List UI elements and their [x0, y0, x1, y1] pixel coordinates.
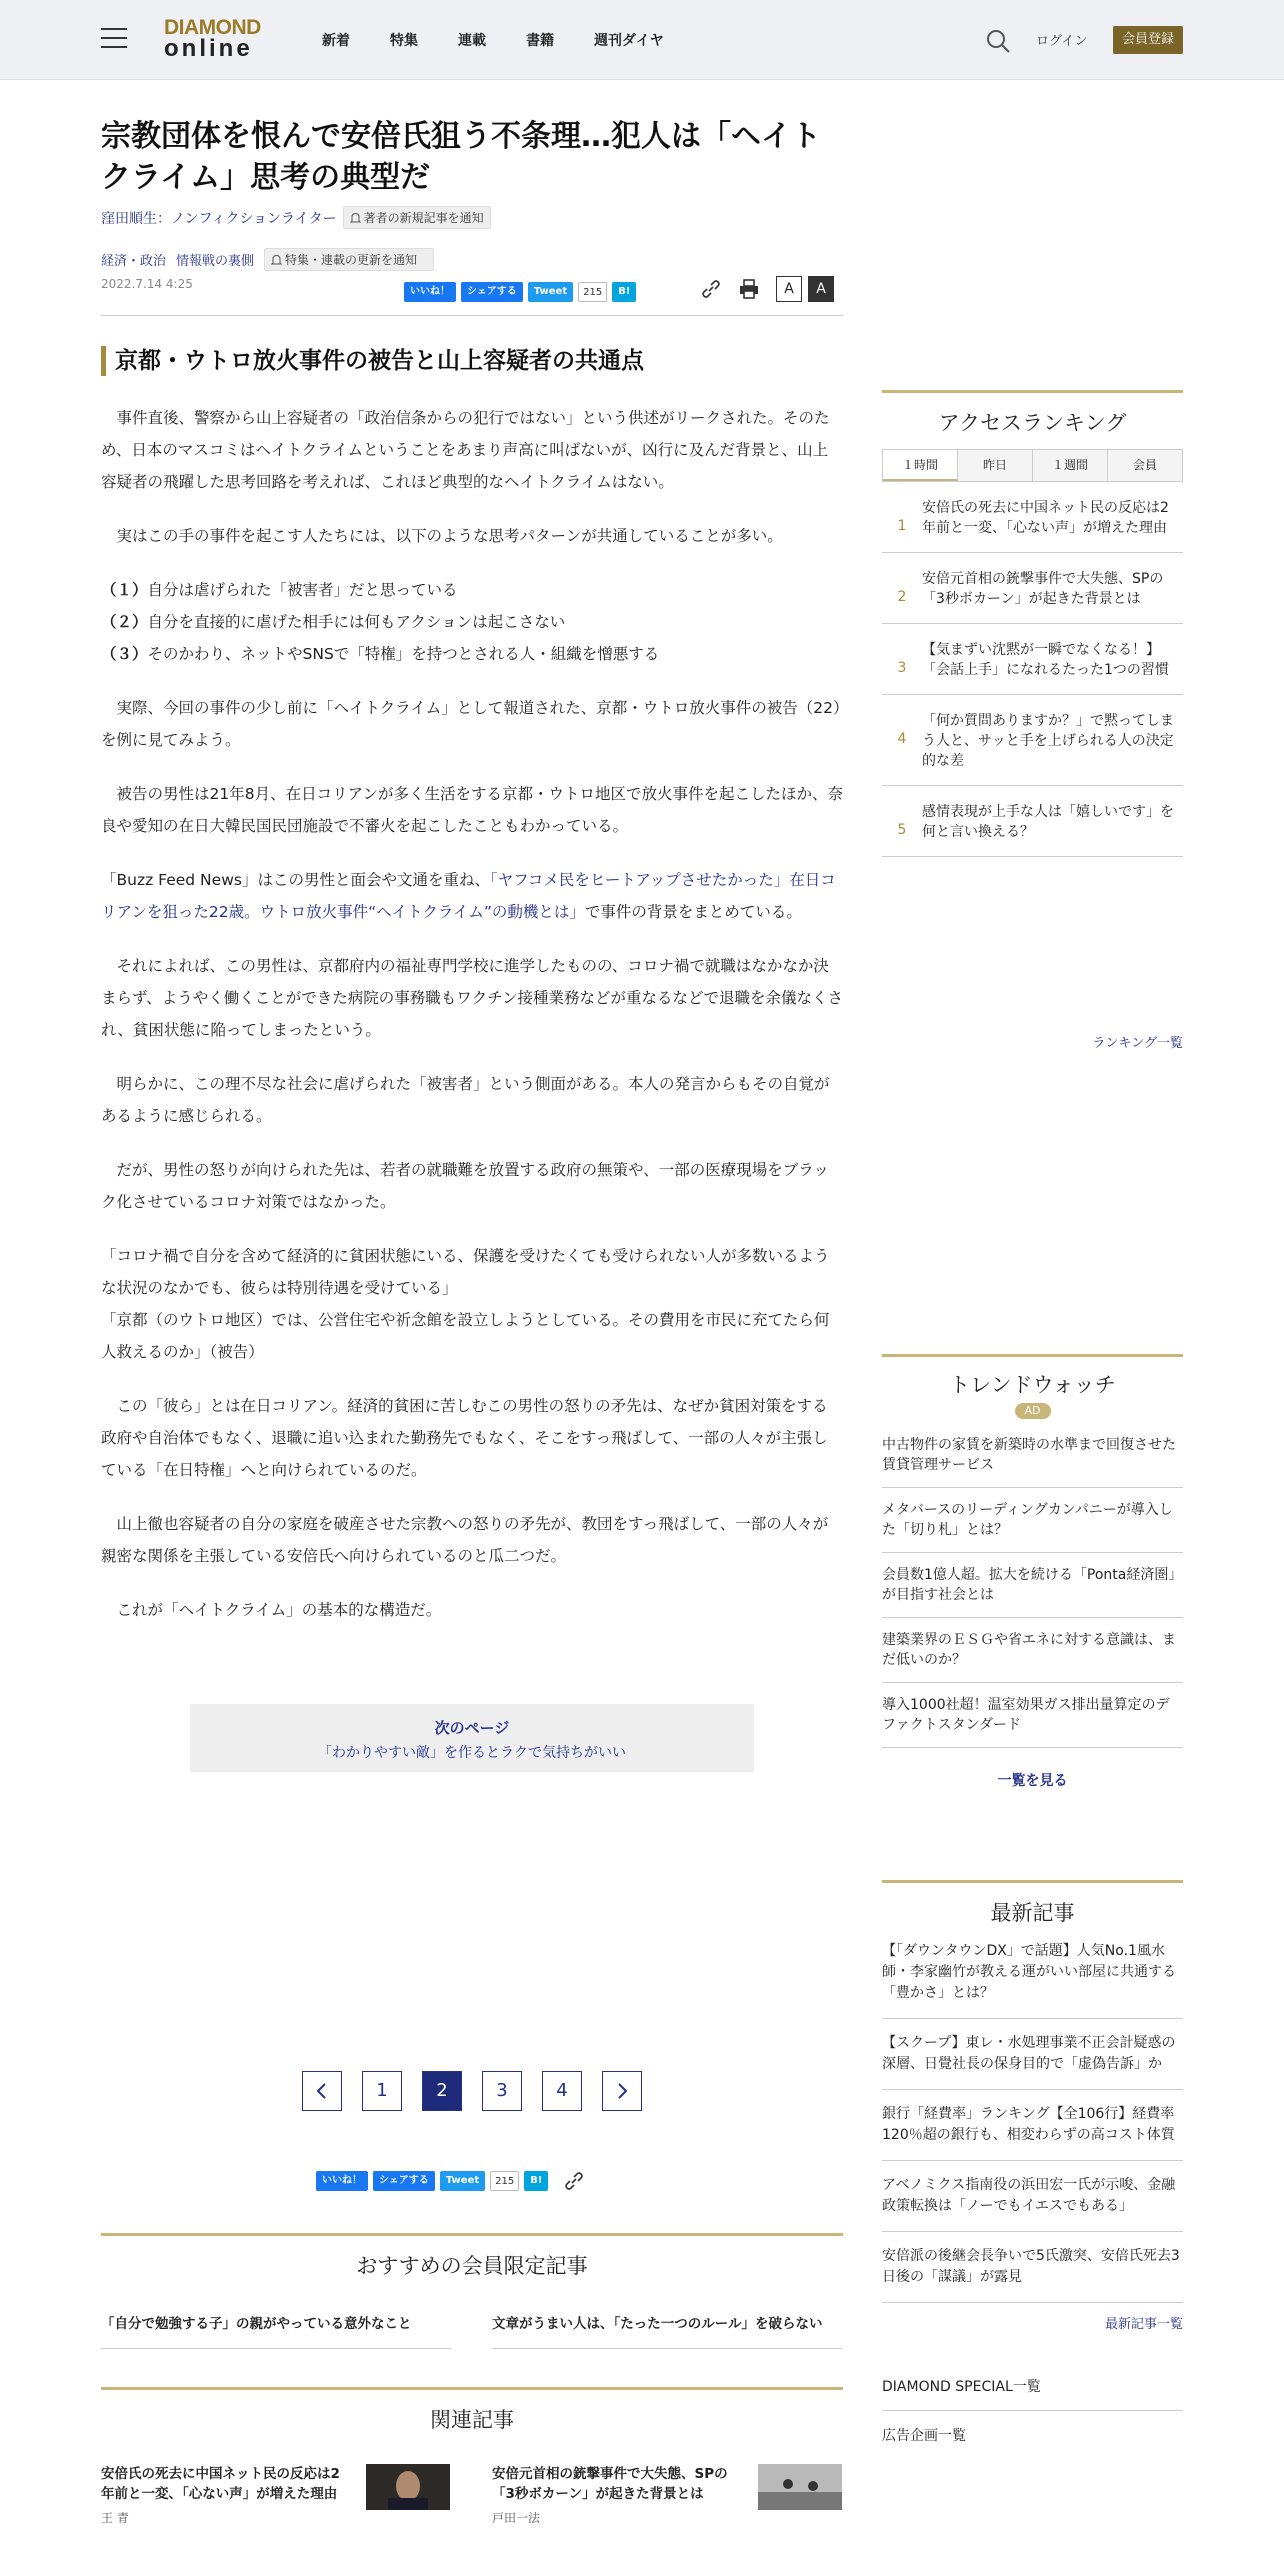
latest-item[interactable]: 安倍派の後継会長争いで5氏激突、安倍氏死去3日後の「謀議」が露見 — [882, 2232, 1183, 2303]
trend-item[interactable]: 導入1000社超！温室効果ガス排出量算定のデファクトスタンダード — [882, 1683, 1183, 1748]
nav-item-new[interactable]: 新着 — [322, 33, 350, 49]
category-link-politics[interactable]: 経済・政治 — [101, 254, 167, 269]
list-text: 自分を直接的に虐げた相手には何もアクションは起こさない — [147, 613, 566, 631]
paragraph: だが、男性の怒りが向けられた先は、若者の就職難を放置する政府の無策や、一部の医療現場をブラック化させているコロナ対策ではなかった。 — [101, 1161, 829, 1211]
bell-icon — [271, 254, 282, 266]
list-item — [101, 606, 843, 638]
menu-icon[interactable] — [101, 28, 127, 50]
article-body — [101, 402, 843, 1648]
link-icon[interactable] — [700, 278, 722, 300]
ranking-item[interactable] — [882, 553, 1183, 624]
chevron-left-icon — [315, 2083, 329, 2099]
main-nav — [322, 30, 704, 50]
page-4-button[interactable]: 4 — [542, 2071, 582, 2111]
list-text: そのかわり、ネットやSNSで「特権」を持つとされる人・組織を憎悪する — [147, 645, 660, 663]
recommended-item[interactable]: 「自分で勉強する子」の親がやっている意外なこと — [101, 2312, 451, 2349]
list-number: （２） — [101, 613, 148, 631]
latest-item[interactable]: アベノミクス指南役の浜田宏一氏が示唆、金融政策転換は「ノーでもイエスでもある」 — [882, 2161, 1183, 2232]
rank-number: 1 — [897, 518, 907, 534]
nav-item-weekly[interactable]: 週刊ダイヤ — [594, 33, 664, 49]
logo-line1: DIAMOND — [164, 16, 261, 39]
author-notify-button[interactable] — [343, 206, 491, 229]
tweet-button[interactable]: Tweet — [528, 282, 573, 302]
buzzfeed-article-link[interactable]: 「ヤフコメ民をヒートアップさせたかった」在日コリアンを狙った22歳。ウトロ放火事件“ヘイトクライム”の動機とは」 — [101, 871, 836, 921]
fb-like-button[interactable]: いいね！ — [404, 282, 456, 302]
nav-item-series[interactable]: 連載 — [458, 33, 486, 49]
paragraph: 明らかに、この理不尽な社会に虐げられた「被害者」という側面がある。本人の発言からもその自覚があるように感じられる。 — [101, 1075, 830, 1125]
latest-item[interactable]: 【「ダウンタウンDX」で話題】人気No.1風水師・李家幽竹が教える運がいい部屋に共通する「豊かさ」とは？ — [882, 1927, 1183, 2019]
paragraph: これが「ヘイトクライム」の基本的な構造だ。 — [116, 1601, 442, 1619]
paragraph: それによれば、この男性は、京都府内の福祉専門学校に進学したものの、コロナ禍で就職はなかなか決まらず、ようやく働くことができた病院の事務職もワクチン接種業務などが重なるなどで退職を余儀なくされ、貧困状態に陥ってしまったという。 — [101, 957, 843, 1039]
login-link[interactable]: ログイン — [1036, 34, 1088, 49]
ranking-item[interactable] — [882, 482, 1183, 553]
ad-campaign-link[interactable]: 広告企画一覧 — [882, 2428, 966, 2444]
list-number: （３） — [101, 645, 148, 663]
list-text: 自分は虐げられた「被害者」だと思っている — [147, 581, 458, 599]
share-bar — [404, 282, 636, 302]
quote: 「京都（のウトロ地区）では、公営住宅や祈念館を設立しようとしている。その費用を市民に充てたら何人救えるのか」（被告） — [101, 1311, 830, 1361]
paragraph: 実はこの手の事件を起こす人たちには、以下のような思考パターンが共通していることが多い。 — [116, 527, 783, 545]
ranking-title: 【気まずい沈黙が一瞬でなくなる！】「会話上手」になれるたった1つの習慣 — [922, 642, 1169, 678]
author-notify-label: 著者の新規記事を通知 — [363, 211, 484, 225]
related-thumbnail[interactable] — [366, 2464, 450, 2510]
next-page-link[interactable] — [190, 1704, 754, 1772]
paragraph — [101, 864, 843, 928]
latest-heading: 最新記事 — [882, 1880, 1183, 1927]
ranking-item[interactable] — [882, 786, 1183, 857]
related-heading: 関連記事 — [101, 2387, 843, 2434]
ranking-tabs — [882, 449, 1183, 482]
prev-page-button[interactable] — [302, 2071, 342, 2111]
ranking-title: 安倍氏の死去に中国ネット民の反応は2年前と一変、「心ない声」が増えた理由 — [922, 500, 1169, 536]
next-page-label: 次のページ — [434, 1719, 510, 1737]
list-item — [101, 574, 843, 606]
related-item[interactable] — [492, 2464, 732, 2528]
share-count: 215 — [490, 2171, 519, 2191]
quote-block — [101, 1240, 843, 1368]
logo-line2: online — [164, 35, 253, 62]
trend-item[interactable]: 建築業界のＥＳＧや省エネに対する意識は、まだ低いのか？ — [882, 1618, 1183, 1683]
trend-item[interactable]: メタバースのリーディングカンパニーが導入した「切り札」とは？ — [882, 1488, 1183, 1553]
article-tools — [700, 276, 834, 302]
latest-more-link[interactable]: 最新記事一覧 — [1104, 2317, 1183, 2332]
hatena-button[interactable]: B! — [612, 282, 636, 302]
paragraph-text: で事件の背景をまとめている。 — [584, 903, 802, 921]
special-link[interactable]: DIAMOND SPECIAL一覧 — [882, 2362, 1183, 2411]
ad-badge: AD — [1015, 1403, 1051, 1419]
site-header — [0, 0, 1284, 80]
page-2-button[interactable]: 2 — [422, 2071, 462, 2111]
rank-number: 2 — [897, 589, 907, 605]
pattern-list — [101, 574, 843, 670]
rank-number: 4 — [897, 731, 907, 747]
tweet-button[interactable]: Tweet — [440, 2171, 485, 2191]
fb-share-button[interactable]: シェアする — [373, 2171, 435, 2191]
paragraph: 山上徹也容疑者の自分の家庭を破産させた宗教への怒りの矛先が、教団をすっ飛ばして、一部の人々が親密な関係を主張している安倍氏へ向けられているのと瓜二つだ。 — [101, 1515, 829, 1565]
series-notify-button[interactable] — [264, 248, 434, 271]
nav-item-feature[interactable]: 特集 — [390, 33, 418, 49]
related-author: 戸田一法 — [492, 2511, 541, 2525]
access-ranking — [882, 390, 1183, 857]
font-size-small-button[interactable]: A — [776, 276, 802, 302]
related-item[interactable] — [101, 2464, 341, 2528]
related-title: 安倍氏の死去に中国ネット民の反応は2年前と一変、「心ない声」が増えた理由 — [101, 2466, 340, 2502]
font-size-large-button[interactable]: A — [808, 276, 834, 302]
trend-item[interactable]: 会員数1億人超。拡大を続ける「Ponta経済圏」が目指す社会とは — [882, 1553, 1183, 1618]
trend-heading: トレンドウォッチ — [882, 1354, 1183, 1399]
fb-share-button[interactable]: シェアする — [461, 282, 523, 302]
rank-number: 5 — [897, 822, 907, 838]
quote: 「コロナ禍で自分を含めて経済的に貧困状態にいる、保護を受けたくても受けられない人が多数いるような状況のなかでも、彼らは特別待遇を受けている」 — [101, 1247, 830, 1297]
category-link-series[interactable]: 情報戦の裏側 — [176, 254, 255, 269]
link-icon[interactable] — [563, 2170, 585, 2192]
trend-more-link[interactable]: 一覧を見る — [997, 1773, 1068, 1789]
search-icon[interactable] — [985, 28, 1011, 54]
paragraph: 実際、今回の事件の少し前に「ヘイトクライム」として報道された、京都・ウトロ放火事件の被告（22）を例に見てみよう。 — [101, 699, 841, 749]
ranking-title: 安倍元首相の銃撃事件で大失態、SPの「3秒ボカーン」が起きた背景とは — [922, 571, 1164, 607]
share-bar-bottom — [316, 2170, 585, 2192]
ranking-title: 感情表現が上手な人は「嬉しいです」を何と言い換える？ — [922, 804, 1174, 840]
related-title: 安倍元首相の銃撃事件で大失態、SPの「3秒ボカーン」が起きた背景とは — [492, 2466, 728, 2502]
ranking-title: 「何か質問ありますか？」で黙ってしまう人と、サッと手を上げられる人の決定的な差 — [922, 713, 1174, 769]
page-1-button[interactable]: 1 — [362, 2071, 402, 2111]
section-heading: 京都・ウトロ放火事件の被告と山上容疑者の共通点 — [101, 346, 843, 376]
related-thumbnail[interactable] — [758, 2464, 842, 2510]
rank-number: 3 — [897, 660, 907, 676]
related-author: 王 青 — [101, 2511, 129, 2525]
list-item — [101, 638, 843, 670]
recommended-item[interactable]: 文章がうまい人は、「たった一つのルール」を破らない — [492, 2312, 842, 2349]
paragraph: 事件直後、警察から山上容疑者の「政治信条からの犯行ではない」という供述がリークされた。そのため、日本のマスコミはヘイトクライムということをあまり声高に叫ばないが、凶行に及んだ背景と、山上容疑者の飛躍した思考回路を考えれば、これほど典型的なヘイトクライムはない。 — [101, 409, 830, 491]
list-number: （１） — [101, 581, 148, 599]
trend-item[interactable]: 中古物件の家賃を新築時の水準まで回復させた賃貸管理サービス — [882, 1423, 1183, 1488]
tab-yesterday[interactable]: 昨日 — [958, 450, 1033, 481]
ranking-heading: アクセスランキング — [882, 390, 1183, 437]
latest-item[interactable]: 【スクープ】東レ・水処理事業不正会計疑惑の深層、日覺社長の保身目的で「虚偽告訴」か — [882, 2019, 1183, 2090]
fb-like-button[interactable]: いいね！ — [316, 2171, 368, 2191]
author-link[interactable]: 窪田順生：ノンフィクションライター — [101, 210, 337, 227]
nav-item-books[interactable]: 書籍 — [526, 33, 554, 49]
series-notify-label: 特集・連載の更新を通知 — [285, 253, 418, 267]
divider — [101, 315, 843, 316]
tab-1hour[interactable]: １時間 — [883, 450, 958, 481]
paragraph: この「彼ら」とは在日コリアン。経済的貧困に苦しむこの男性の怒りの矛先は、なぜか貧困対策をする政府や自治体でもなく、退職に追い込まれた勤務先でもなく、そこをすっ飛ばして、一部の人々が主張している「在日特権」へと向けられているのだ。 — [101, 1397, 828, 1479]
paragraph-text: 「Buzz Feed News」はこの男性と面会や文通を重ね、 — [101, 871, 490, 889]
ranking-item[interactable] — [882, 695, 1183, 786]
publish-date: 2022.7.14 4:25 — [101, 277, 193, 291]
page-3-button[interactable]: 3 — [482, 2071, 522, 2111]
latest-item[interactable]: 銀行「経費率」ランキング【全106行】経費率120％超の銀行も、相変わらずの高コスト体質 — [882, 2090, 1183, 2161]
ranking-more-link[interactable]: ランキング一覧 — [1092, 1036, 1183, 1051]
paragraph: 被告の男性は21年8月、在日コリアンが多く生活をする京都・ウトロ地区で放火事件を起こしたほか、奈良や愛知の在日大韓民国民団施設で不審火を起こしたこともわかっている。 — [101, 785, 843, 835]
hatena-button[interactable]: B! — [524, 2171, 548, 2191]
site-logo[interactable] — [164, 17, 274, 61]
pagination — [302, 2071, 642, 2111]
author-line — [101, 206, 491, 229]
trend-watch — [882, 1354, 1183, 1790]
tab-1week[interactable]: １週間 — [1033, 450, 1108, 481]
register-button[interactable]: 会員登録 — [1113, 26, 1183, 54]
recommended-heading: おすすめの会員限定記事 — [101, 2233, 843, 2280]
latest-articles — [882, 1880, 1183, 2459]
next-page-button[interactable] — [602, 2071, 642, 2111]
next-page-title: 「わかりやすい敵」を作るとラクで気持ちがいい — [318, 1745, 626, 1761]
tab-members[interactable]: 会員 — [1108, 450, 1182, 481]
share-count: 215 — [578, 282, 607, 302]
ranking-item[interactable] — [882, 624, 1183, 695]
chevron-right-icon — [615, 2083, 629, 2099]
print-icon[interactable] — [738, 278, 760, 300]
category-line — [101, 248, 444, 271]
article-title: 宗教団体を恨んで安倍氏狙う不条理…犯人は「ヘイトクライム」思考の典型だ — [101, 119, 821, 196]
bell-icon — [350, 212, 361, 224]
